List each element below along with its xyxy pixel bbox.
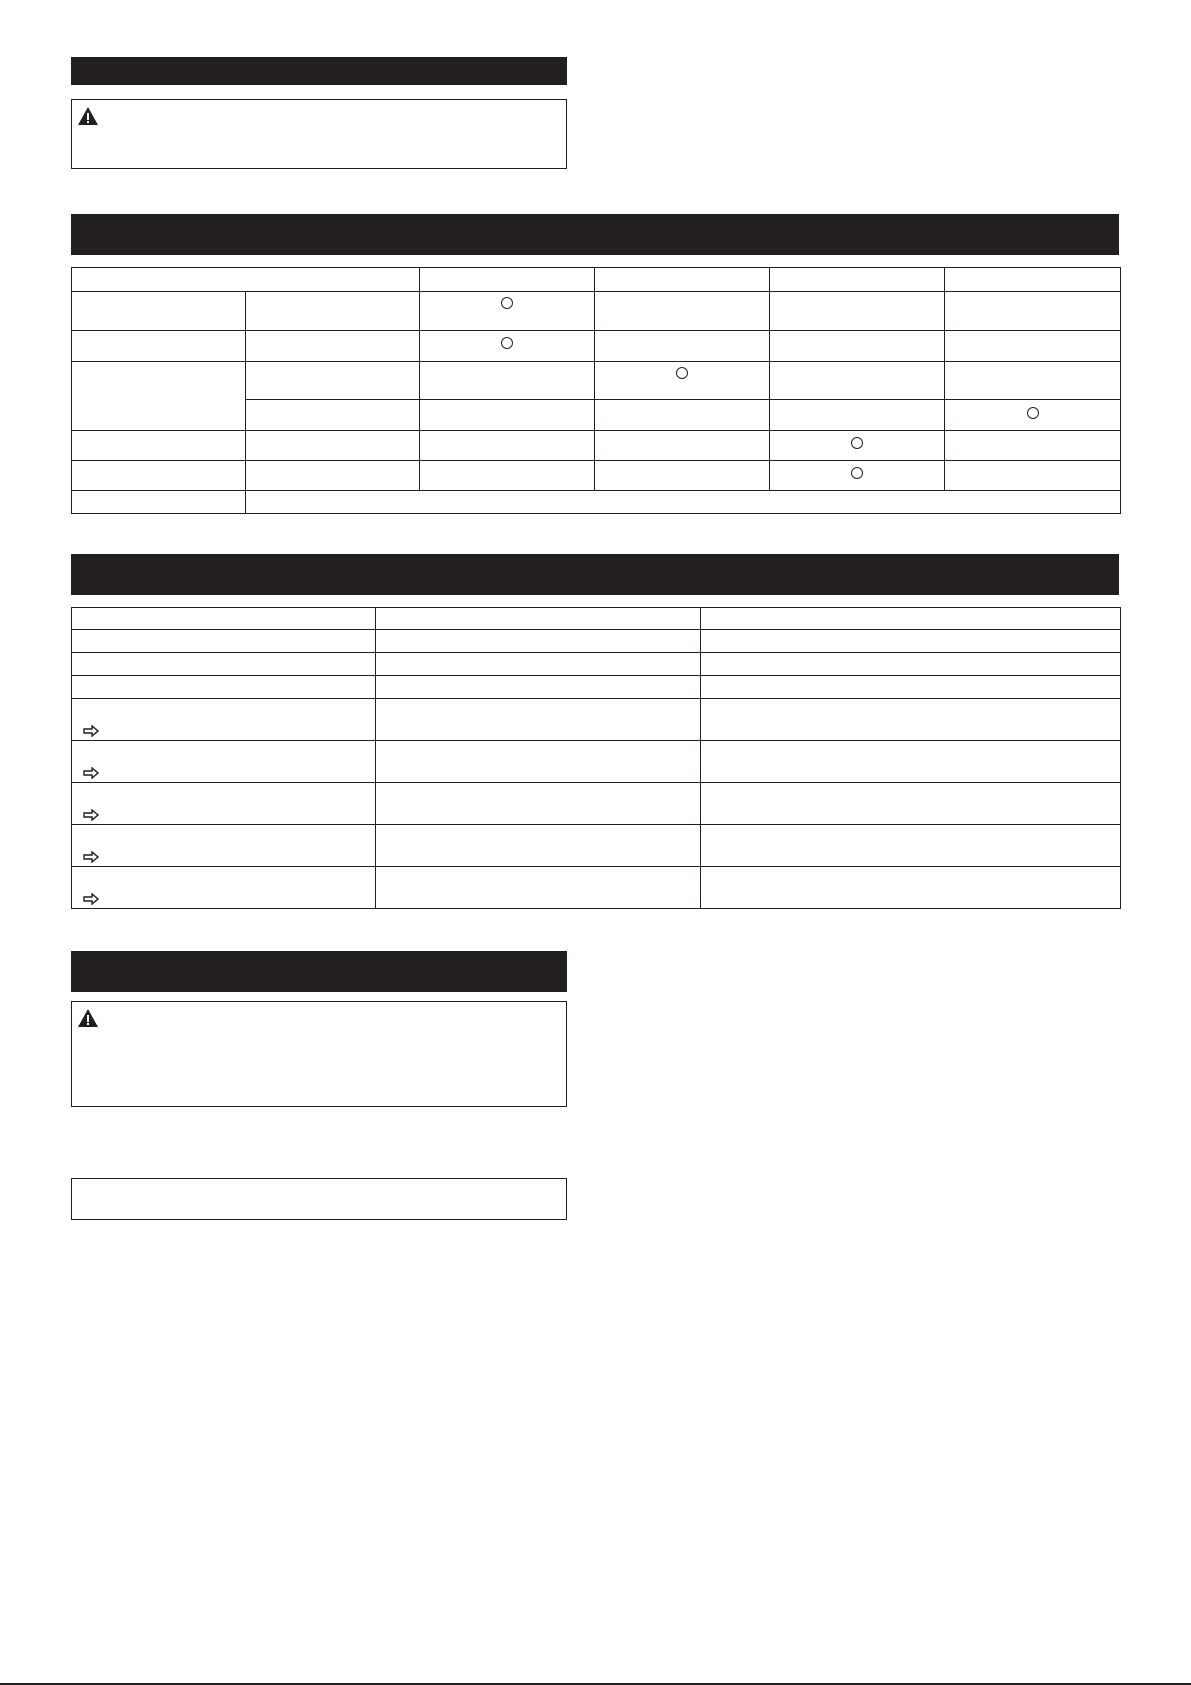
table-row [72, 867, 1121, 909]
table-cell [376, 825, 701, 867]
table-row [72, 741, 1121, 783]
table-row [72, 491, 1121, 514]
warning-triangle-icon [77, 1008, 99, 1028]
table-cell [420, 331, 595, 362]
table-cell [770, 461, 945, 491]
table-cell [376, 653, 701, 676]
table-row [72, 676, 1121, 699]
table-cell [246, 491, 1121, 514]
table-header-cell [376, 608, 701, 630]
table-cell [72, 867, 376, 909]
table-cell [420, 431, 595, 461]
section-heading-bar-3 [71, 554, 1119, 595]
table-cell [72, 461, 246, 491]
table-cell [246, 331, 420, 362]
table-row [72, 783, 1121, 825]
circle-icon [851, 437, 863, 449]
table-cell [595, 461, 770, 491]
table-cell [595, 431, 770, 461]
table-cell [595, 331, 770, 362]
table-cell [246, 400, 420, 431]
table-cell [945, 461, 1121, 491]
table-cell [72, 676, 376, 699]
table-cell [246, 431, 420, 461]
table-header-cell [72, 608, 376, 630]
table-cell [701, 676, 1121, 699]
table-cell [595, 400, 770, 431]
table-cell [246, 362, 420, 400]
table-header-cell [945, 268, 1121, 292]
warning-triangle-icon [77, 106, 99, 126]
table-row [72, 630, 1121, 653]
table-cell [701, 867, 1121, 909]
table-row [72, 292, 1121, 331]
compatibility-table [71, 267, 1121, 514]
table-cell [72, 630, 376, 653]
right-arrow-icon [83, 725, 99, 737]
table-row [72, 268, 1121, 292]
table-row [72, 825, 1121, 867]
table-cell [701, 825, 1121, 867]
right-arrow-icon [83, 767, 99, 779]
table-cell [945, 292, 1121, 331]
table-header-cell [72, 268, 420, 292]
table-cell [701, 653, 1121, 676]
table-cell [376, 676, 701, 699]
table-cell [72, 653, 376, 676]
table-row [72, 431, 1121, 461]
table-header-cell [420, 268, 595, 292]
table-cell [595, 362, 770, 400]
note-box [71, 1178, 567, 1220]
table-cell [376, 867, 701, 909]
table-cell [72, 491, 246, 514]
table-cell [72, 783, 376, 825]
table-cell [770, 431, 945, 461]
table-cell [376, 699, 701, 741]
table-cell [701, 783, 1121, 825]
table-cell [770, 362, 945, 400]
circle-icon [501, 297, 513, 309]
table-cell [701, 741, 1121, 783]
table-cell [701, 699, 1121, 741]
table-cell [72, 825, 376, 867]
table-cell [72, 431, 246, 461]
troubleshooting-table [71, 607, 1121, 909]
right-arrow-icon [83, 851, 99, 863]
table-cell [770, 400, 945, 431]
table-row [72, 699, 1121, 741]
table-cell [420, 461, 595, 491]
table-cell [701, 630, 1121, 653]
table-header-cell [770, 268, 945, 292]
table-cell [72, 292, 246, 331]
table-row [72, 653, 1121, 676]
table-cell [945, 362, 1121, 400]
table-cell [72, 741, 376, 783]
table-header-cell [595, 268, 770, 292]
table-row [72, 461, 1121, 491]
table-cell [420, 292, 595, 331]
warning-box-1 [71, 99, 567, 169]
table-cell [376, 741, 701, 783]
table-row [72, 608, 1121, 630]
table-cell [945, 400, 1121, 431]
table-cell [945, 331, 1121, 362]
table-row [72, 362, 1121, 400]
circle-icon [501, 337, 513, 349]
circle-icon [851, 467, 863, 479]
table-cell [376, 630, 701, 653]
table-cell [595, 292, 770, 331]
table-cell [945, 431, 1121, 461]
section-heading-bar-2 [71, 214, 1119, 255]
table-cell [770, 292, 945, 331]
table-cell [72, 699, 376, 741]
right-arrow-icon [83, 809, 99, 821]
section-heading-bar-4 [71, 951, 567, 992]
table-cell [72, 362, 246, 431]
table-cell [420, 362, 595, 400]
table-cell [376, 783, 701, 825]
table-cell [246, 292, 420, 331]
right-arrow-icon [83, 893, 99, 905]
table-header-cell [701, 608, 1121, 630]
table-row [72, 331, 1121, 362]
table-cell [246, 461, 420, 491]
circle-icon [1027, 407, 1039, 419]
section-heading-bar-1 [71, 57, 567, 85]
warning-box-2 [71, 1001, 567, 1107]
table-cell [770, 331, 945, 362]
circle-icon [676, 367, 688, 379]
table-cell [420, 400, 595, 431]
table-cell [72, 331, 246, 362]
